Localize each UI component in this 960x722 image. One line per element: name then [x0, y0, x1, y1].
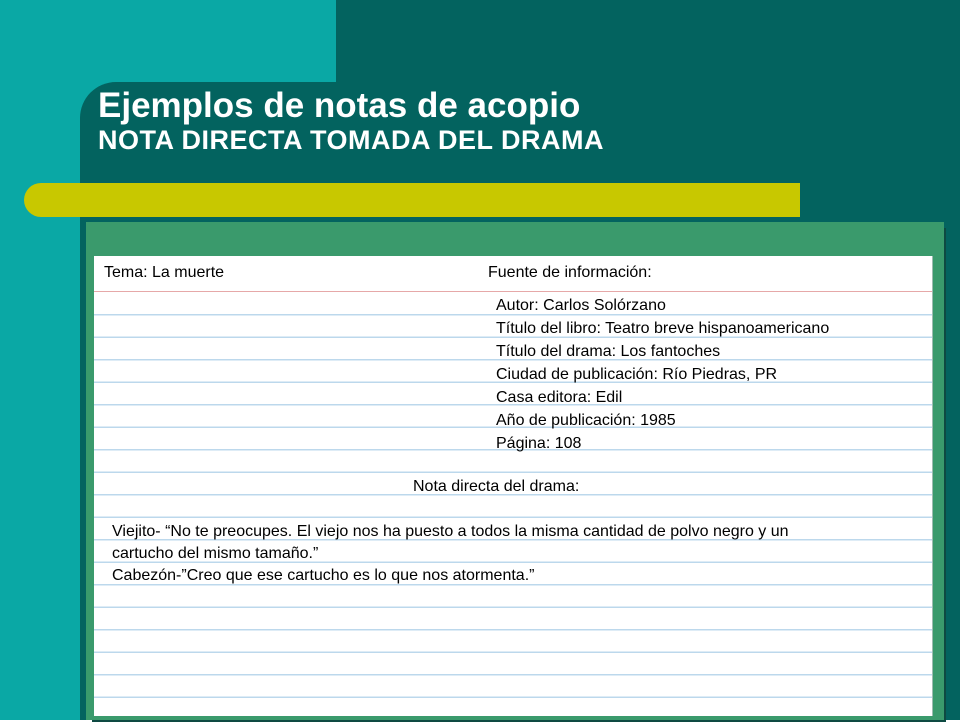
quote-line: Cabezón-”Creo que ese cartucho es lo que nos atormenta.” — [112, 567, 535, 584]
source-list — [496, 294, 829, 455]
accent-bar — [24, 183, 800, 217]
title-block — [98, 86, 604, 157]
note-card-header — [94, 256, 932, 292]
source-line: Ciudad de publicación: Río Piedras, PR — [496, 366, 778, 383]
nota-label: Nota directa del drama: — [413, 478, 580, 495]
note-card — [94, 256, 933, 716]
fuente-label: Fuente de información: — [488, 264, 652, 281]
source-line: Autor: Carlos Solórzano — [496, 297, 666, 314]
quote-line: cartucho del mismo tamaño.” — [112, 545, 319, 562]
slide-title: Ejemplos de notas de acopio — [98, 86, 581, 125]
source-line: Título del drama: Los fantoches — [496, 343, 721, 360]
slide-subtitle: NOTA DIRECTA TOMADA DEL DRAMA — [98, 125, 604, 155]
source-line: Casa editora: Edil — [496, 389, 623, 406]
source-line: Título del libro: Teatro breve hispanoamericano — [496, 320, 830, 337]
quote-block — [112, 521, 912, 587]
tema-label: Tema: La muerte — [104, 264, 225, 281]
background-dark-top — [336, 0, 960, 82]
quote-line: Viejito- “No te preocupes. El viejo nos ha puesto a todos la misma cantidad de polvo negro y un — [112, 523, 789, 540]
source-line: Página: 108 — [496, 435, 582, 452]
source-line: Año de publicación: 1985 — [496, 412, 676, 429]
